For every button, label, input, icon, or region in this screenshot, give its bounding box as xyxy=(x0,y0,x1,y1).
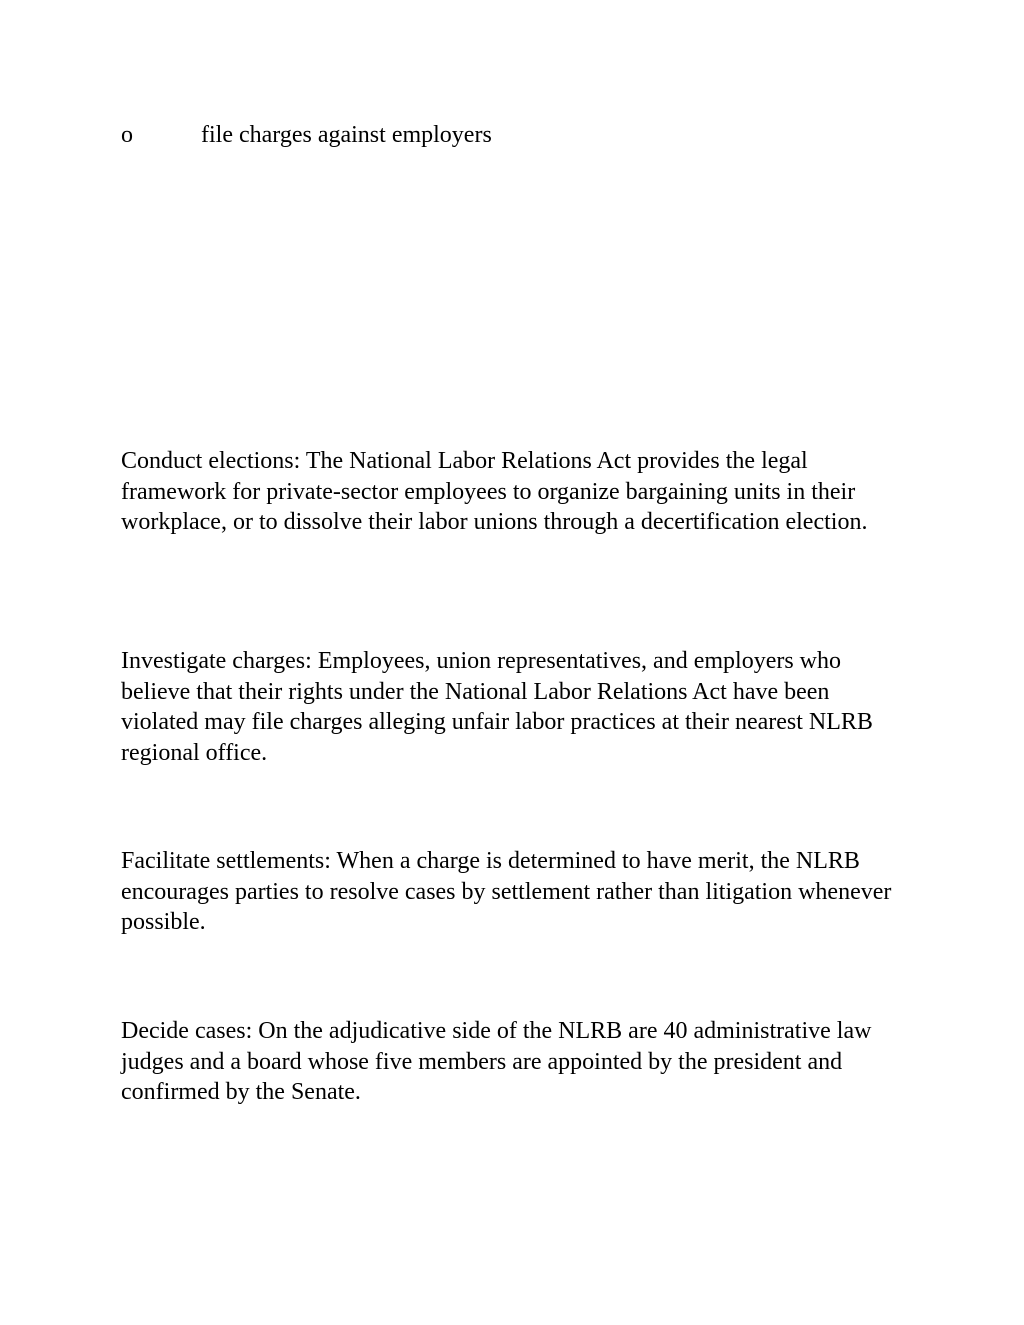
bullet-marker: o xyxy=(121,122,133,148)
paragraph-investigate-charges: Investigate charges: Employees, union representatives, and employers who believe that their rights under the National Labor Relations Act have been violated may file charges alleging unfair labor practices at their nearest NLRB regional office. xyxy=(121,648,873,766)
paragraph-conduct-elections: Conduct elections: The National Labor Relations Act provides the legal framework for private-sector employees to organize bargaining units in their workplace, or to dissolve their labor unions through a decertification election. xyxy=(121,448,868,535)
paragraph-decide-cases: Decide cases: On the adjudicative side of the NLRB are 40 administrative law judges and a board whose five members are appointed by the president and confirmed by the Senate. xyxy=(121,1018,872,1105)
paragraph-facilitate-settlements: Facilitate settlements: When a charge is determined to have merit, the NLRB encourages parties to resolve cases by settlement rather than litigation whenever possible. xyxy=(121,848,892,935)
bullet-item-text: file charges against employers xyxy=(201,122,492,148)
bullet-list-item xyxy=(121,120,492,150)
